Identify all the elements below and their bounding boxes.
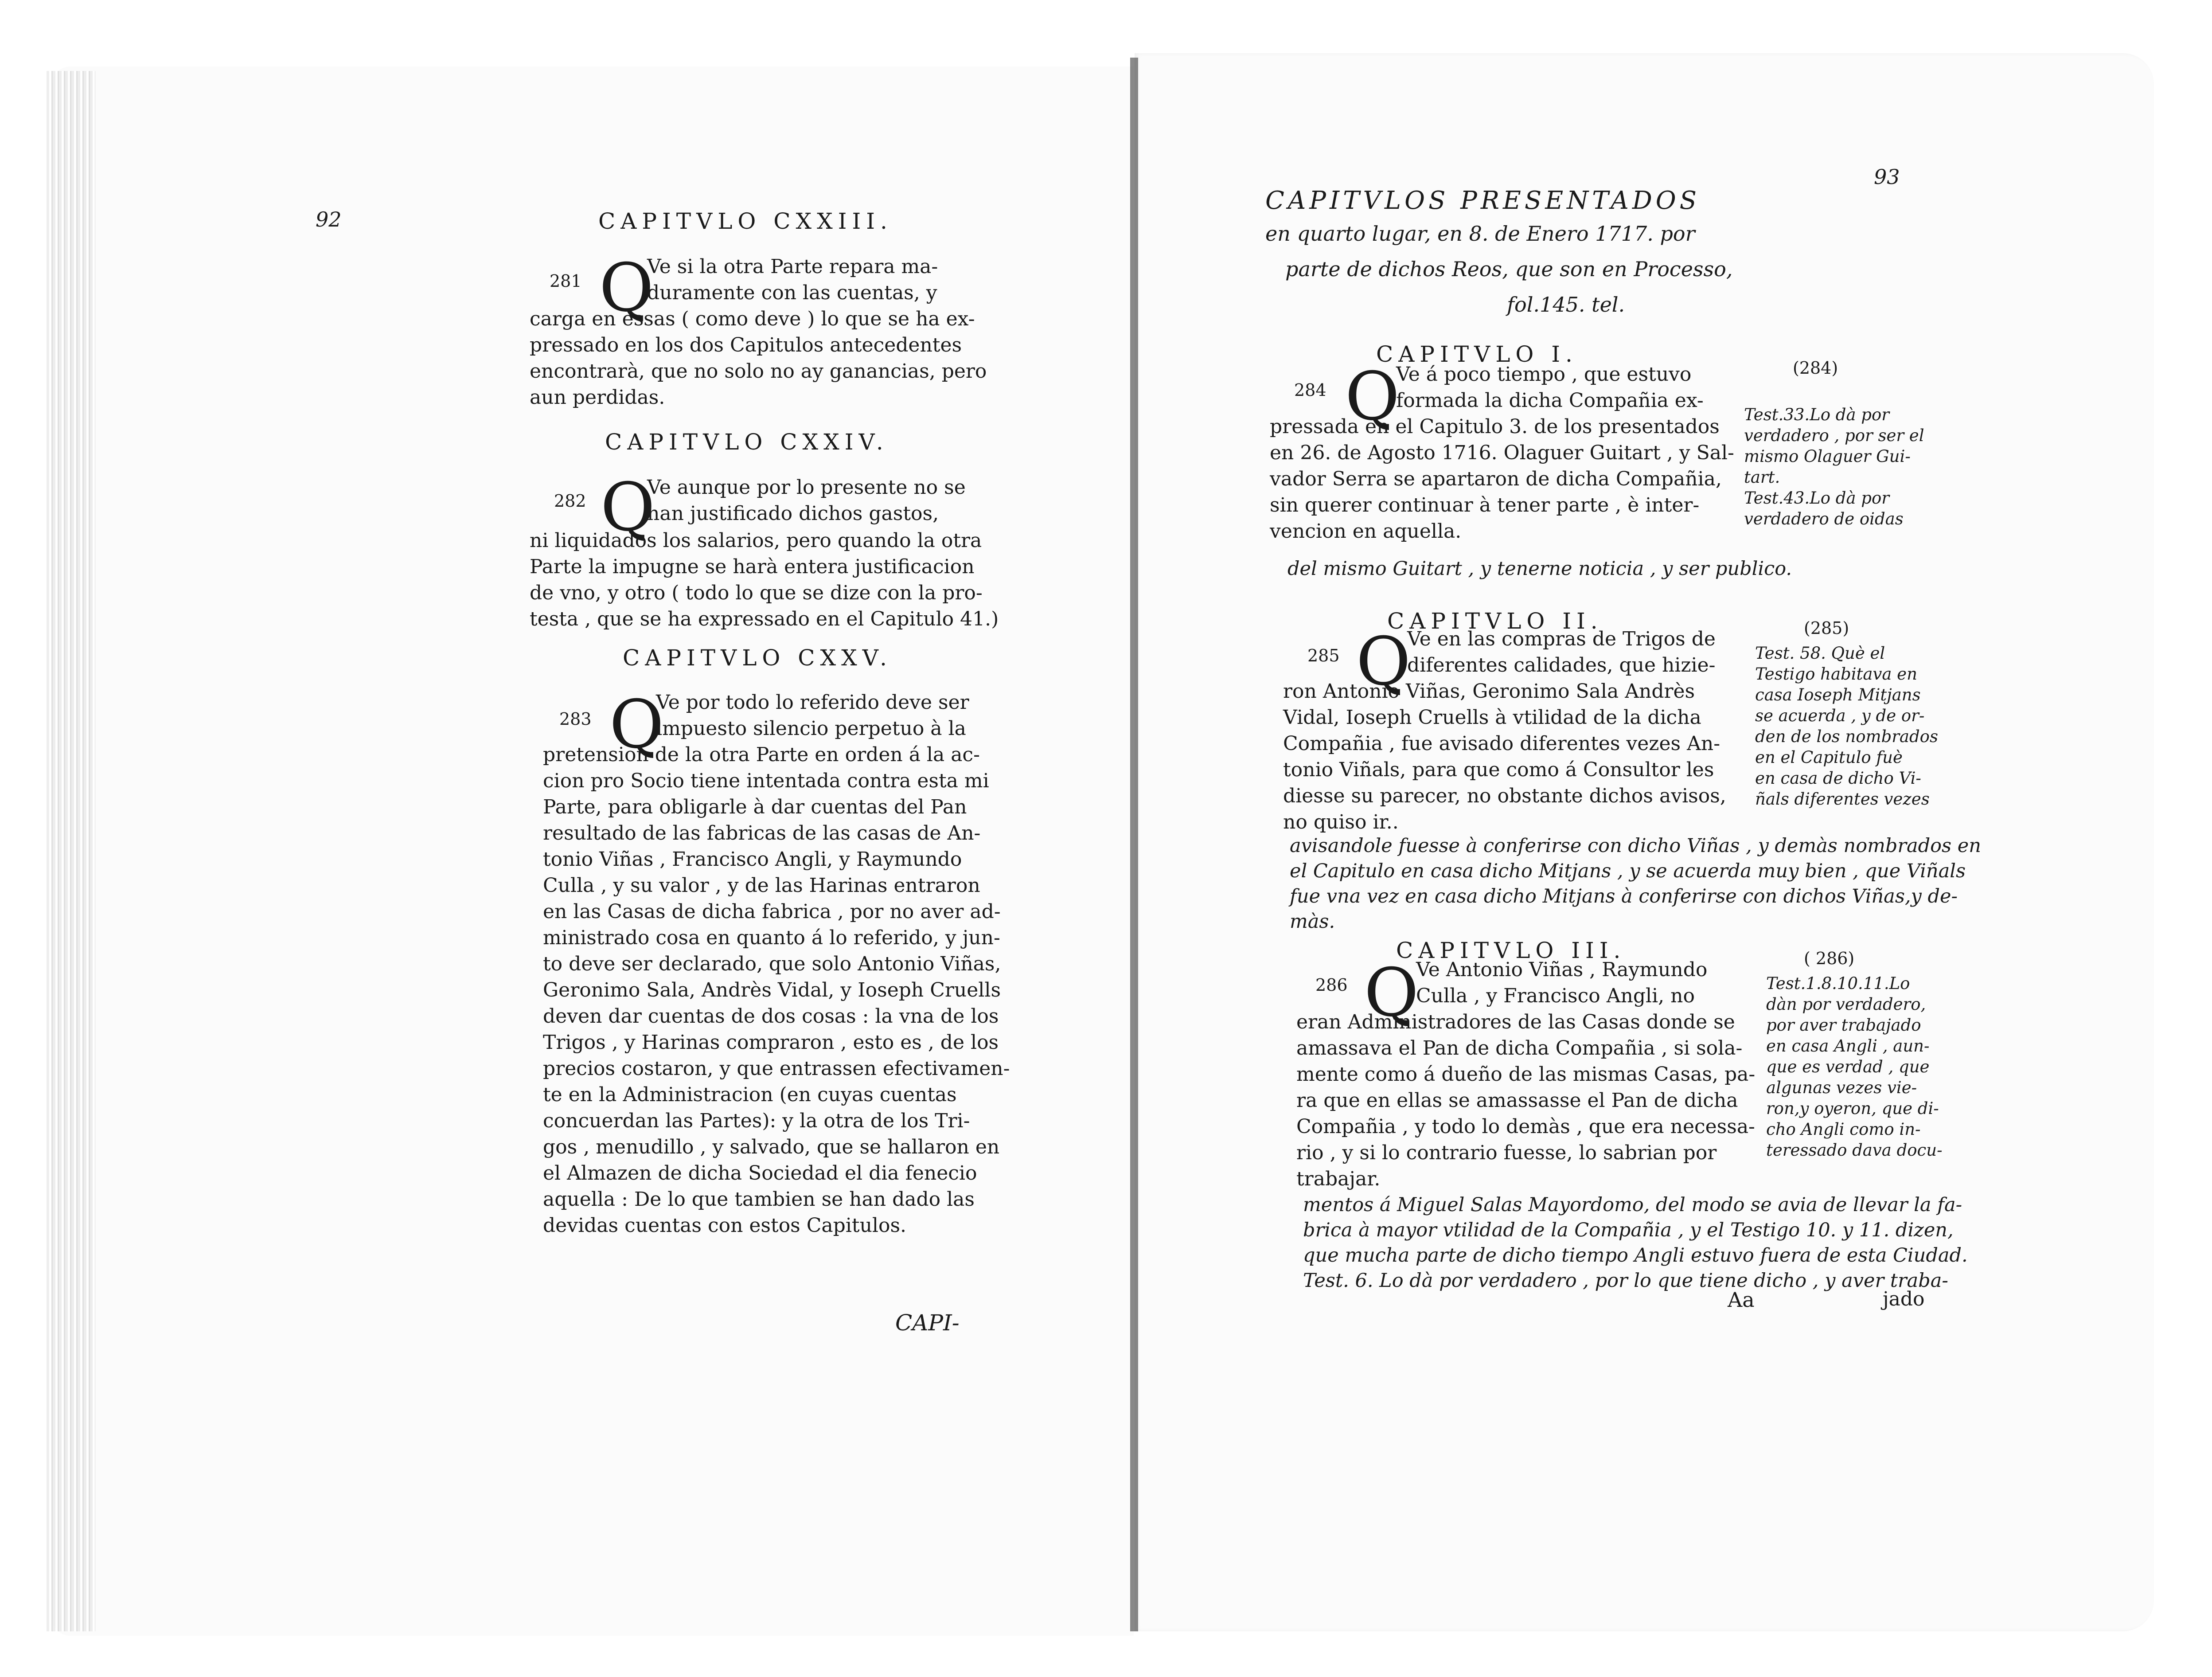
margin-note <box>1766 973 1943 1161</box>
text-line: en las Casas de dicha fabrica , por no aver ad- <box>543 900 1001 923</box>
section-heading-line: fol.145. tel. <box>1507 293 1625 317</box>
margin-line: por aver trabajado <box>1766 1016 1921 1035</box>
catchword-right: jado <box>1883 1288 1925 1310</box>
text-line: Trigos , y Harinas compraron , esto es , de los <box>543 1031 999 1054</box>
page-edges <box>47 71 95 1631</box>
chapter-3-title: CAPITVLO III. <box>1396 938 1626 963</box>
text-line: formada la dicha Compañia ex- <box>1396 389 1704 412</box>
text-line: cion pro Socio tiene intentada contra esta mi <box>543 770 989 792</box>
margin-line: teressado dava docu- <box>1766 1141 1943 1160</box>
text-line: resultado de las fabricas de las casas de An- <box>543 822 981 844</box>
text-line: precios costaron, y que entrassen efectivamen- <box>543 1057 1010 1080</box>
margin-line: verdadero de oidas <box>1744 509 1904 528</box>
text-line: Parte la impugne se harà entera justificacion <box>530 555 975 578</box>
chapter-125-number: 283 <box>559 709 592 729</box>
margin-line: Testigo habitava en <box>1755 665 1917 684</box>
margin-line: que es verdad , que <box>1766 1057 1930 1076</box>
page-number-right: 93 <box>1874 165 1900 189</box>
text-line: Ve si la otra Parte repara ma- <box>647 255 938 278</box>
runover-line: que mucha parte de dicho tiempo Angli estuvo fuera de esta Ciudad. <box>1303 1244 1968 1267</box>
chapter-123-number: 281 <box>550 271 582 291</box>
margin-note <box>1744 404 1924 529</box>
drop-cap-q: Q <box>601 469 655 546</box>
text-line: ministrado cosa en quanto á lo referido, y jun- <box>543 926 1000 949</box>
text-line: en 26. de Agosto 1716. Olaguer Guitart , y Sal- <box>1270 442 1734 464</box>
margin-number: ( 286) <box>1804 949 1855 968</box>
text-line: mente como á dueño de las mismas Casas, pa- <box>1296 1063 1756 1086</box>
margin-line: Test.43.Lo dà por <box>1744 489 1889 508</box>
section-heading-line: en quarto lugar, en 8. de Enero 1717. por <box>1265 222 1695 246</box>
text-line: Compañia , fue avisado diferentes vezes An- <box>1283 732 1720 755</box>
text-line: Culla , y Francisco Angli, no <box>1416 985 1695 1007</box>
chapter-1-title: CAPITVLO I. <box>1376 341 1578 367</box>
text-line: concuerdan las Partes): y la otra de los Tri- <box>543 1110 970 1132</box>
text-line: Compañia , y todo lo demàs , que era necessa- <box>1296 1115 1755 1138</box>
text-line: diesse su parecer, no obstante dichos avisos, <box>1283 785 1726 807</box>
text-line: diferentes calidades, que hizie- <box>1407 654 1716 676</box>
margin-line: en el Capitulo fuè <box>1755 748 1903 767</box>
margin-number: (284) <box>1793 358 1838 378</box>
text-line: duramente con las cuentas, y <box>647 281 937 304</box>
text-line: encontrarà, que no solo no ay ganancias, pero <box>530 360 987 383</box>
text-line: te en la Administracion (en cuyas cuentas <box>543 1083 957 1106</box>
chapter-2-title: CAPITVLO II. <box>1387 608 1603 634</box>
chapter-125-title: CAPITVLO CXXV. <box>623 645 893 671</box>
text-line: trabajar. <box>1296 1168 1381 1190</box>
runover-line: avisandole fuesse à conferirse con dicho Viñas , y demàs nombrados en <box>1290 835 1981 857</box>
chapter-124-text-cont <box>530 528 999 632</box>
text-line: to deve ser declarado, que solo Antonio Viñas, <box>543 953 1001 975</box>
text-line: ra que en ellas se amassasse el Pan de dicha <box>1296 1089 1738 1112</box>
margin-note-runover <box>1290 833 1981 934</box>
signature-mark: Aa <box>1728 1288 1755 1312</box>
chapter-3-text <box>1416 957 1707 1009</box>
text-line: ni liquidados los salarios, pero quando la otra <box>530 529 982 552</box>
text-line: Ve á poco tiempo , que estuvo <box>1396 363 1692 386</box>
chapter-2-text-cont <box>1283 678 1726 835</box>
margin-line: se acuerda , y de or- <box>1755 706 1925 725</box>
catchword-left: CAPI- <box>895 1310 960 1336</box>
text-line: testa , que se ha expressado en el Capitulo 41.) <box>530 608 999 630</box>
text-line: eran Administradores de las Casas donde se <box>1296 1011 1735 1033</box>
chapter-3-number: 286 <box>1315 975 1348 995</box>
chapter-125-text-cont <box>543 742 1010 1239</box>
runover-line: Test. 6. Lo dà por verdadero , por lo que tiene dicho , y aver traba- <box>1303 1270 1948 1292</box>
chapter-124-number: 282 <box>554 491 586 511</box>
margin-line: ñals diferentes vezes <box>1755 790 1930 809</box>
chapter-124-text <box>647 474 966 527</box>
section-heading-line: parte de dichos Reos, que son en Processo, <box>1285 257 1733 281</box>
chapter-1-text <box>1396 361 1704 414</box>
drop-cap-q: Q <box>1356 623 1411 700</box>
text-line: tonio Viñas , Francisco Angli, y Raymundo <box>543 848 962 871</box>
margin-line: algunas vezes vie- <box>1766 1078 1917 1097</box>
chapter-123-title: CAPITVLO CXXIII. <box>598 208 893 234</box>
text-line: Geronimo Sala, Andrès Vidal, y Ioseph Cruells <box>543 979 1001 1001</box>
margin-line: en casa de dicho Vi- <box>1755 769 1921 788</box>
text-line: sin querer continuar à tener parte , è inter- <box>1270 494 1700 516</box>
text-line: Parte, para obligarle à dar cuentas del Pan <box>543 796 967 818</box>
text-line: rio , y si lo contrario fuesse, lo sabrian por <box>1296 1141 1717 1164</box>
drop-cap-q: Q <box>599 250 654 327</box>
runover-line: el Capitulo en casa dicho Mitjans , y se acuerda muy bien , que Viñals <box>1290 860 1966 882</box>
text-line: aquella : De lo que tambien se han dado las <box>543 1188 975 1211</box>
margin-line: cho Angli como in- <box>1766 1120 1921 1139</box>
chapter-1-number: 284 <box>1294 380 1326 400</box>
text-line: han justificado dichos gastos, <box>647 502 939 525</box>
chapter-123-text-cont <box>530 306 987 410</box>
margin-line: ron,y oyeron, que di- <box>1766 1099 1939 1118</box>
text-line: impuesto silencio perpetuo à la <box>656 717 966 740</box>
text-line: pretension de la otra Parte en orden á la ac- <box>543 743 980 766</box>
margin-line: verdadero , por ser el <box>1744 426 1924 445</box>
text-line: Ve en las compras de Trigos de <box>1407 628 1716 650</box>
margin-line: Test. 58. Què el <box>1755 644 1885 663</box>
runover-line: mentos á Miguel Salas Mayordomo, del modo se avia de llevar la fa- <box>1303 1194 1962 1216</box>
text-line: ron Antonio Viñas, Geronimo Sala Andrès <box>1283 680 1695 703</box>
margin-line: en casa Angli , aun- <box>1766 1036 1930 1055</box>
text-line: aun perdidas. <box>530 386 665 409</box>
runover-line: màs. <box>1290 911 1335 933</box>
margin-number: (285) <box>1804 618 1849 638</box>
text-line: Vidal, Ioseph Cruells à vtilidad de la dicha <box>1283 706 1701 729</box>
margin-line: tart. <box>1744 468 1780 487</box>
text-line: pressado en los dos Capitulos antecedentes <box>530 334 962 356</box>
margin-line: mismo Olaguer Gui- <box>1744 447 1911 466</box>
text-line: carga en essas ( como deve ) lo que se ha ex- <box>530 308 975 330</box>
drop-cap-q: Q <box>1345 358 1400 435</box>
drop-cap-q: Q <box>1364 954 1419 1032</box>
text-line: pressada en el Capitulo 3. de los presentados <box>1270 415 1720 438</box>
runover-line: brica à mayor vtilidad de la Compañia , y el Testigo 10. y 11. dizen, <box>1303 1219 1954 1241</box>
chapter-123-text <box>647 254 938 306</box>
text-line: devidas cuentas con estos Capitulos. <box>543 1214 907 1237</box>
margin-line: Test.33.Lo dà por <box>1744 405 1889 424</box>
chapter-2-text <box>1407 626 1716 678</box>
text-line: amassava el Pan de dicha Compañia , si sola- <box>1296 1037 1743 1059</box>
text-line: de vno, y otro ( todo lo que se dize con la pro- <box>530 582 983 604</box>
margin-note-runover <box>1303 1192 1968 1294</box>
text-line: gos , menudillo , y salvado, que se hallaron en <box>543 1136 1000 1158</box>
runover-line: fue vna vez en casa dicho Mitjans à conferirse con dichos Viñas,y de- <box>1290 885 1958 907</box>
text-line: Ve Antonio Viñas , Raymundo <box>1416 958 1708 981</box>
margin-line: casa Ioseph Mitjans <box>1755 685 1921 704</box>
chapter-3-text-cont <box>1296 1009 1755 1192</box>
chapter-2-number: 285 <box>1307 646 1340 665</box>
text-line: vador Serra se apartaron de dicha Compañia, <box>1270 468 1722 490</box>
margin-line: dàn por verdadero, <box>1766 995 1926 1014</box>
text-line: deven dar cuentas de dos cosas : la vna de los <box>543 1005 999 1028</box>
text-line: tonio Viñals, para que como á Consultor les <box>1283 758 1714 781</box>
margin-note <box>1755 643 1938 809</box>
text-line: no quiso ir.. <box>1283 811 1399 833</box>
chapter-125-text <box>656 689 969 742</box>
book-gutter <box>1130 58 1138 1631</box>
text-line: el Almazen de dicha Sociedad el dia fenecio <box>543 1162 977 1184</box>
section-heading: CAPITVLOS PRESENTADOS <box>1265 186 1701 215</box>
margin-line: Test.1.8.10.11.Lo <box>1766 974 1910 993</box>
text-line: Culla , y su valor , y de las Harinas entraron <box>543 874 980 897</box>
margin-line: den de los nombrados <box>1755 727 1938 746</box>
drop-cap-q: Q <box>609 686 664 763</box>
margin-note-runover: del mismo Guitart , y tenerne noticia , y ser publico. <box>1287 558 1792 580</box>
chapter-1-text-cont <box>1270 414 1734 544</box>
chapter-124-title: CAPITVLO CXXIV. <box>605 429 889 455</box>
page-number-left: 92 <box>316 207 342 231</box>
text-line: Ve por todo lo referido deve ser <box>656 691 969 714</box>
text-line: vencion en aquella. <box>1270 520 1462 543</box>
text-line: Ve aunque por lo presente no se <box>647 476 966 499</box>
